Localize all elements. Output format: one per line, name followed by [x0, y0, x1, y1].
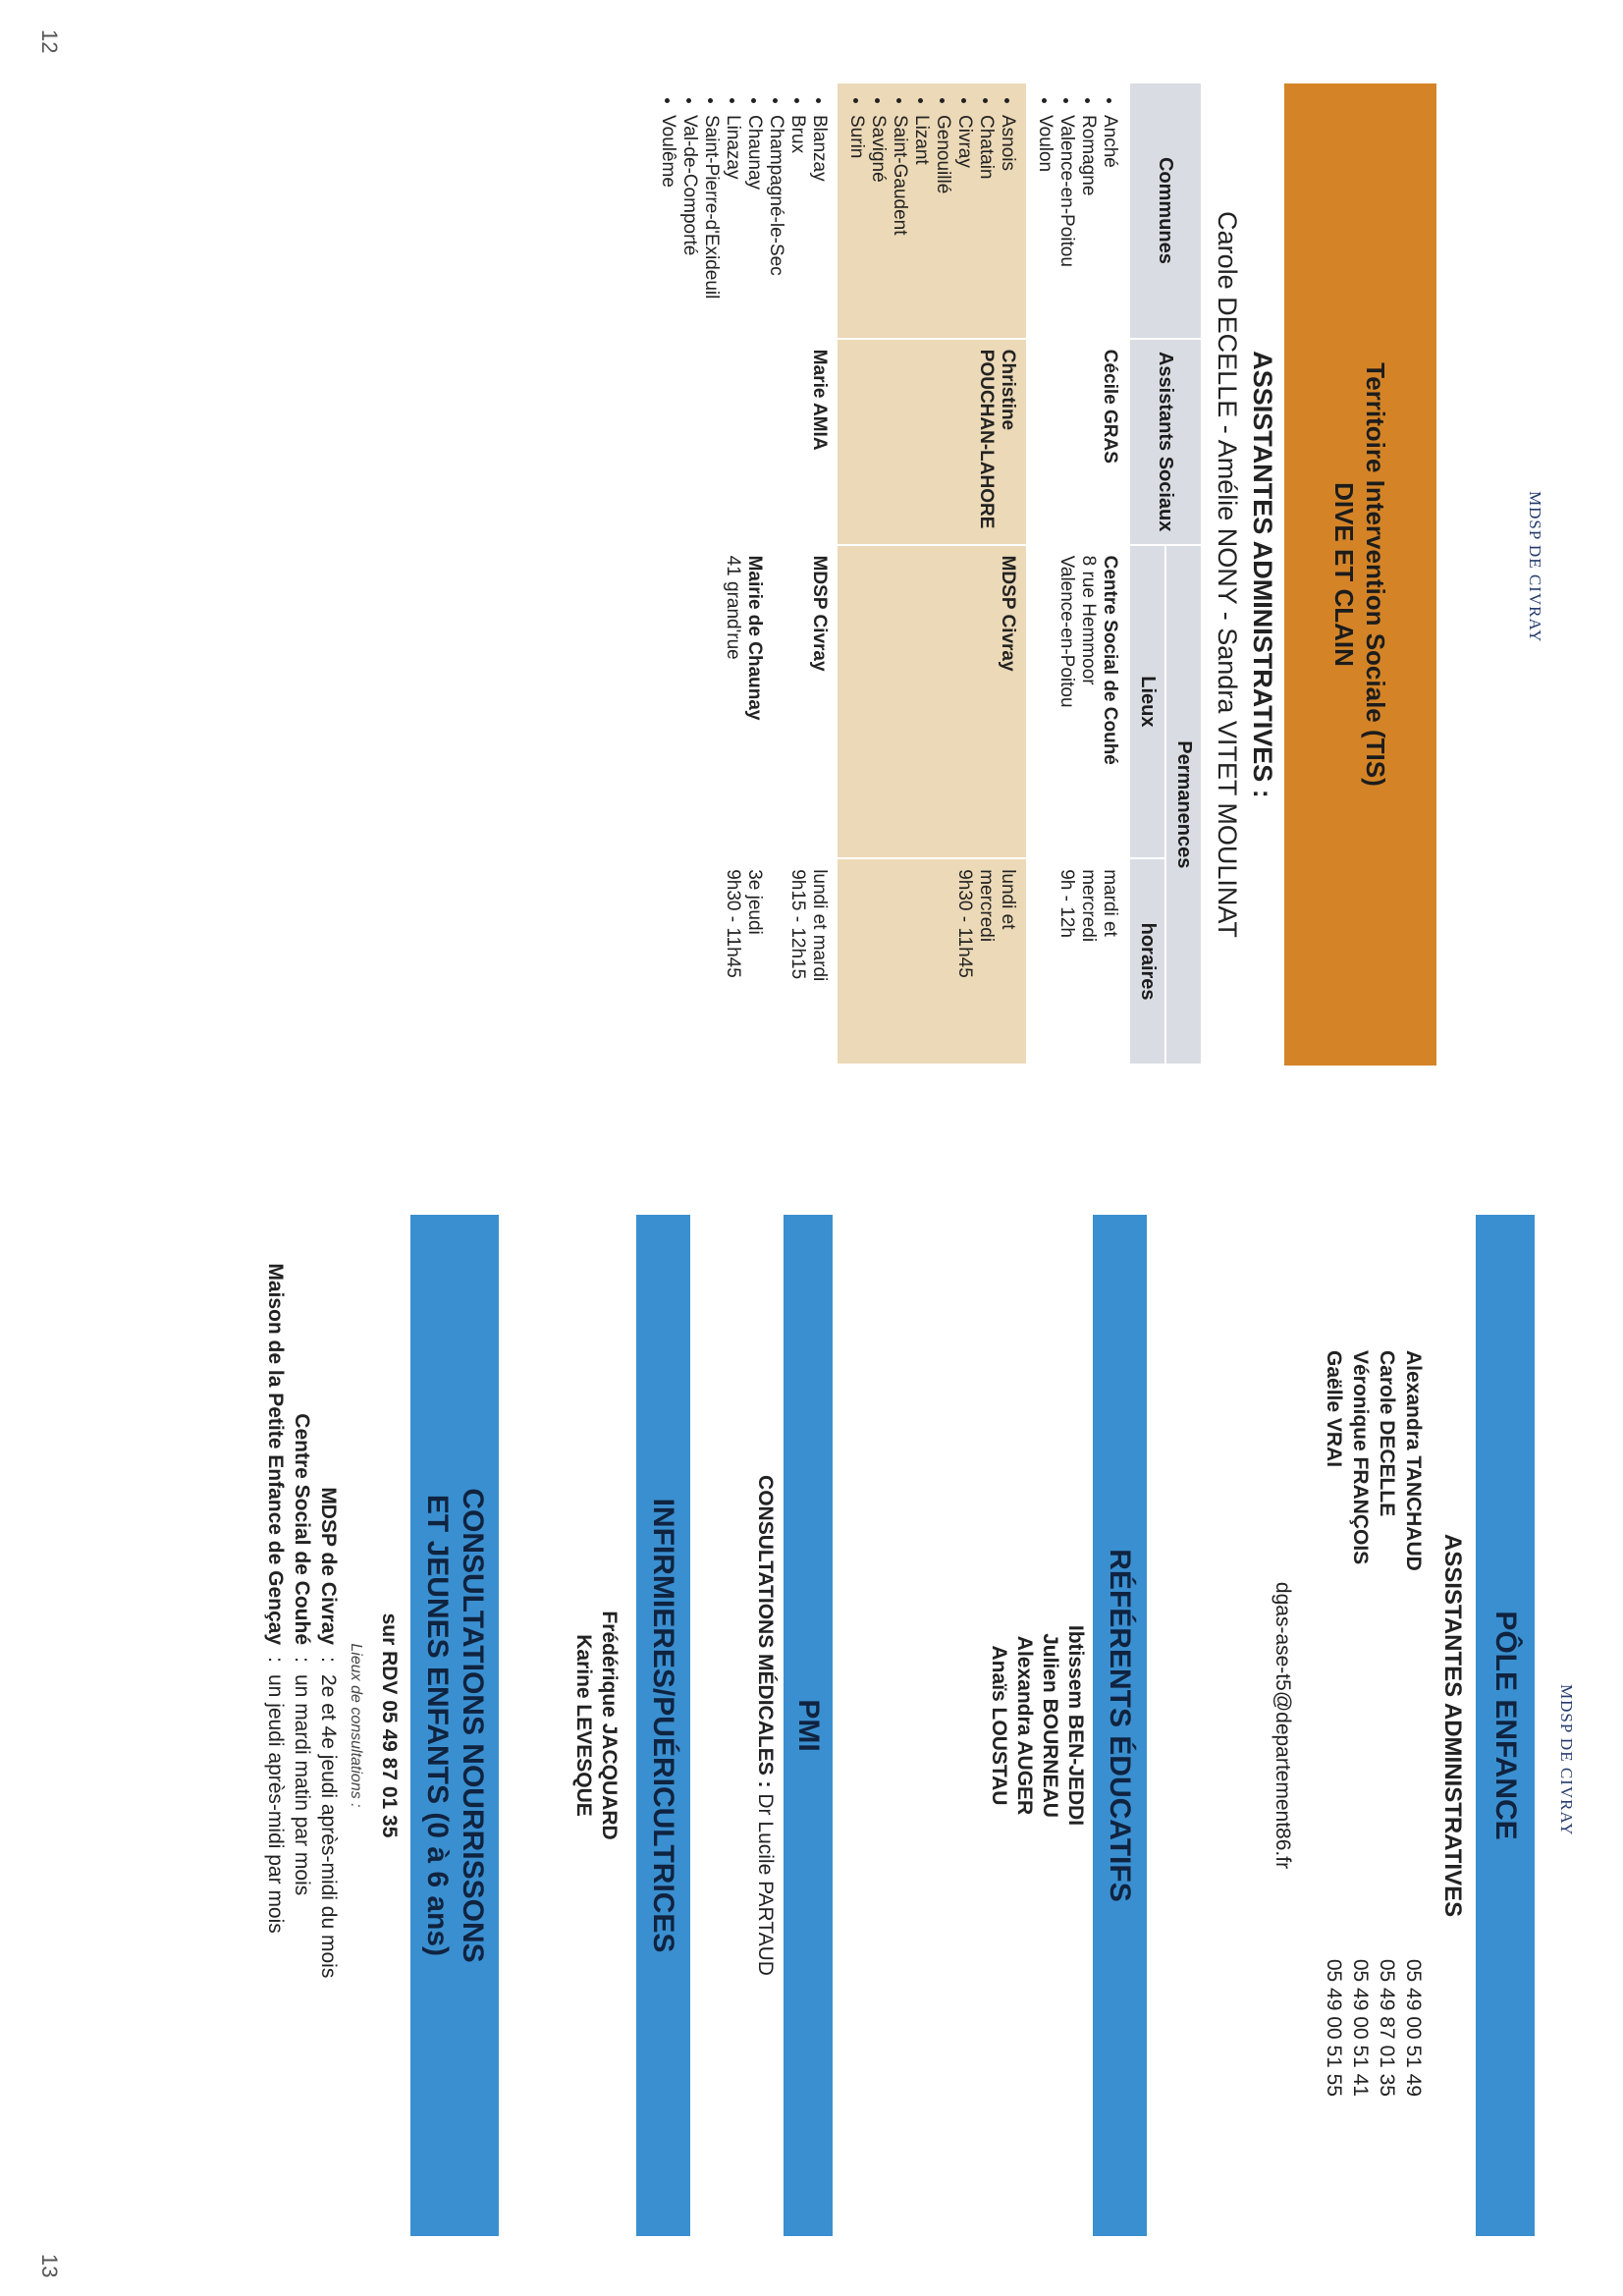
referent-name: Julien BOURNEAU	[1039, 1633, 1061, 1818]
header-communes: Communes	[1129, 83, 1201, 339]
tis-subtitle: DIVE ET CLAIN	[1329, 482, 1360, 667]
consultation-place: Centre Social de Couhé	[291, 1413, 313, 1645]
staff-phone: 05 49 87 01 35	[1376, 1958, 1398, 2097]
commune-item: • Surin	[845, 115, 867, 328]
commune-item: • Linazay	[722, 115, 743, 328]
lieu-cell	[1026, 545, 1129, 859]
table-row	[1026, 83, 1129, 1065]
commune-item: • Blanzay	[808, 115, 830, 328]
referent-name: Alexandra AUGER	[1013, 1635, 1036, 1816]
referents-list	[986, 1215, 1088, 2236]
lieu-name: Centre Social de Couhé	[1100, 555, 1120, 765]
staff-list	[1321, 1350, 1427, 2097]
left-page	[0, 0, 1623, 1139]
commune-item: • Valence-en-Poitou	[1055, 115, 1077, 328]
consultation-place: MDSP de Civray	[317, 1487, 340, 1645]
commune-item: • Lizant	[910, 115, 932, 328]
commune-item: • Civray	[953, 115, 975, 328]
staff-phone: 05 49 00 51 41	[1349, 1958, 1372, 2097]
consultation-row	[289, 1232, 315, 2214]
horaire-line: 9h30 - 11h45	[723, 869, 743, 978]
contact-email: dgas-ase-t5@departement86.fr	[1271, 1581, 1294, 1870]
separator: :	[264, 1657, 287, 1663]
consultations-list	[262, 1232, 342, 2214]
consultations-subtitle: ET JEUNES ENFANTS (0 à 6 ans)	[421, 1494, 454, 1957]
lieu-address: 8 rue Hemmoor	[1078, 555, 1099, 685]
horaire-line: 3e jeudi	[744, 869, 765, 935]
staff-row	[1374, 1350, 1400, 2097]
running-head-right: MDSP DE CIVRAY	[1557, 1684, 1576, 1836]
commune-item: • Saint-Gaudent	[889, 115, 910, 328]
horaires-cell	[1026, 858, 1129, 1065]
separator: :	[291, 1657, 313, 1663]
referents-bar: RÉFÉRENTS ÉDUCATIFS	[1093, 1215, 1147, 2236]
consultation-row	[315, 1232, 342, 2214]
commune-item: • Anché	[1099, 115, 1120, 328]
staff-name: Gaëlle VRAI	[1323, 1350, 1345, 1468]
staff-name: Véronique FRANÇOIS	[1349, 1350, 1372, 1565]
lieu-cell	[649, 545, 838, 859]
page-number-right: 13	[37, 2254, 62, 2278]
commune-item: • Asnois	[997, 115, 1018, 328]
commune-item: • Champagné-le-Sec	[765, 115, 786, 328]
staff-row	[1321, 1350, 1347, 2097]
assistant-cell: Marie AMIA	[649, 339, 838, 545]
table-row	[838, 83, 1026, 1065]
horaires-cell	[649, 858, 838, 1065]
staff-phone: 05 49 00 51 49	[1402, 1958, 1425, 2097]
horaire-line: 9h30 - 11h45	[954, 869, 975, 978]
running-head-left: MDSP DE CIVRAY	[1526, 491, 1544, 643]
tis-table	[649, 83, 1201, 1066]
horaire-line: lundi et mardi	[809, 869, 830, 982]
pmi-bar: PMI	[784, 1215, 833, 2236]
pmi-label: CONSULTATIONS MÉDICALES :	[754, 1475, 777, 1788]
commune-item: • Savigné	[867, 115, 889, 328]
pmi-consultations	[753, 1215, 777, 2236]
consultation-place: Maison de la Petite Enfance de Gençay	[264, 1263, 287, 1645]
lieux-label: Lieux de consultations :	[348, 1643, 364, 1808]
referent-name: Ibtissem BEN-JEDDI	[1064, 1624, 1087, 1827]
staff-phone: 05 49 00 51 55	[1323, 1958, 1345, 2097]
header-assistants: Assistants Sociaux	[1129, 339, 1201, 545]
table-row	[649, 83, 838, 1065]
right-page	[0, 1154, 1623, 2296]
consultation-row	[262, 1232, 289, 2214]
referent-name: Anaïs LOUSTAU	[988, 1645, 1010, 1806]
separator: :	[317, 1657, 340, 1663]
infirmiere-name: Karine LEVESQUE	[572, 1634, 595, 1817]
consultations-bar	[410, 1215, 499, 2236]
communes-cell	[649, 83, 838, 339]
commune-item: • Chaunay	[743, 115, 765, 328]
header-lieux: Lieux	[1129, 545, 1165, 859]
infirmieres-list	[570, 1215, 622, 2236]
communes-cell	[1026, 83, 1129, 339]
consultation-when: 2e et 4e jeudi après-midi du mois	[317, 1674, 340, 1979]
consultation-when: un mardi matin par mois	[291, 1674, 313, 1896]
staff-row	[1347, 1350, 1374, 2097]
tis-header-bar	[1284, 83, 1436, 1066]
commune-item: • Voulême	[657, 115, 678, 328]
pole-enfance-bar: PÔLE ENFANCE	[1476, 1215, 1535, 2236]
header-horaires: horaires	[1129, 858, 1165, 1065]
commune-item: • Brux	[786, 115, 808, 328]
infirmieres-bar: INFIRMIERES/PUÉRICULTRICES	[636, 1215, 690, 2236]
consultation-when: un jeudi après-midi par mois	[264, 1674, 287, 1934]
horaire-line: mardi et	[1100, 869, 1120, 937]
lieu-address: Valence-en-Poitou	[1056, 555, 1077, 708]
page-number-left: 12	[37, 29, 62, 54]
horaire-line: mercredi	[976, 869, 997, 943]
commune-item: • Voulon	[1034, 115, 1055, 328]
assistantes-names: Carole DECELLE - Amélie NONY - Sandra VITET MOULINAT	[1213, 211, 1242, 938]
assistant-cell: Cécile GRAS	[1026, 339, 1129, 545]
header-permanences: Permanences	[1165, 545, 1201, 1065]
rdv-phone: sur RDV 05 49 87 01 35	[378, 1613, 401, 1838]
assistant-cell: Christine POUCHAN-LAHORE	[838, 339, 1026, 545]
staff-row	[1400, 1350, 1427, 2097]
lieu-address: 41 grand'rue	[723, 555, 743, 660]
pole-assistantes-title: ASSISTANTES ADMINISTRATIVES	[1439, 1533, 1466, 1918]
pmi-doctor: Dr Lucile PARTAUD	[754, 1793, 777, 1976]
horaire-line: 9h15 - 12h15	[787, 869, 808, 980]
staff-name: Carole DECELLE	[1376, 1350, 1398, 1517]
commune-item: • Genouillé	[932, 115, 953, 328]
commune-item: • Val-de-Comporté	[678, 115, 700, 328]
infirmiere-name: Frédérique JACQUARD	[598, 1611, 621, 1840]
lieu-name-secondary: Mairie de Chaunay	[744, 555, 765, 721]
commune-item: • Romagne	[1077, 115, 1099, 328]
assistantes-title: ASSISTANTES ADMINISTRATIVES :	[1248, 351, 1277, 798]
horaire-line: lundi et	[998, 869, 1018, 930]
lieu-name: MDSP Civray	[998, 555, 1018, 672]
horaire-line: mercredi	[1078, 869, 1099, 943]
communes-cell	[838, 83, 1026, 339]
commune-item: • Saint-Pierre-d'Exideuil	[700, 115, 722, 328]
lieu-name: MDSP Civray	[809, 555, 830, 672]
consultations-title: CONSULTATIONS NOURRISSONS	[457, 1488, 489, 1963]
commune-item: • Chatain	[975, 115, 997, 328]
tis-title: Territoire Intervention Sociale (TIS)	[1361, 362, 1391, 787]
horaires-cell	[838, 858, 1026, 1065]
staff-name: Alexandra TANCHAUD	[1402, 1350, 1425, 1571]
lieu-cell	[838, 545, 1026, 859]
horaire-line: 9h - 12h	[1056, 869, 1077, 938]
